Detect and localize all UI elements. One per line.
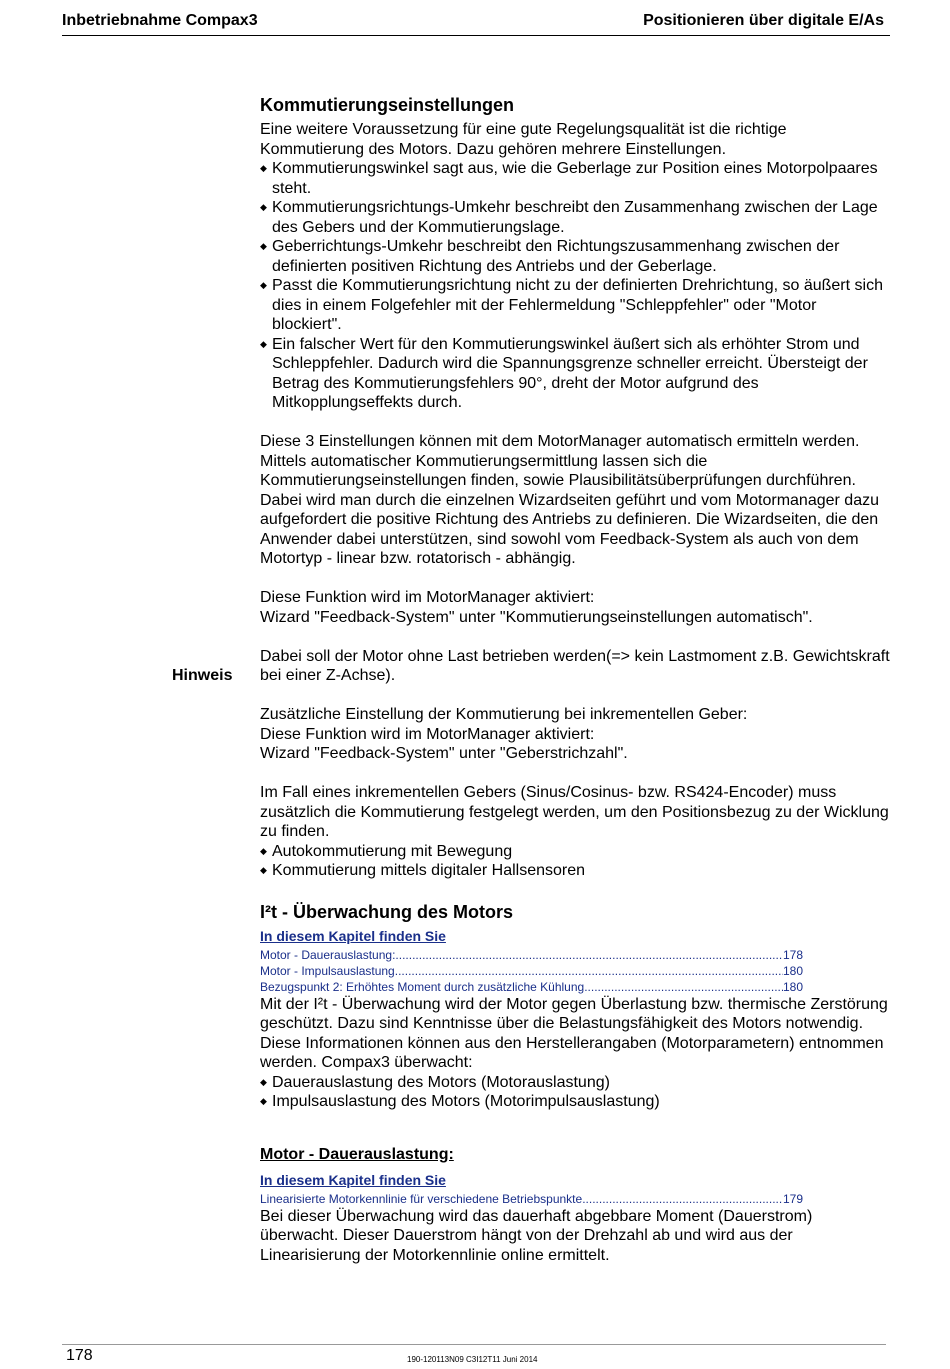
toc-heading-link[interactable]: In diesem Kapitel finden Sie	[260, 927, 446, 944]
section-i2t	[260, 901, 890, 1112]
list-item: ◆ Kommutierungswinkel sagt aus, wie die Geberlage zur Position eines Motorpolpaares steht.	[260, 159, 890, 198]
list-item: ◆ Impulsauslastung des Motors (Motorimpulsauslastung)	[260, 1092, 890, 1112]
section-title: Kommutierungseinstellungen	[260, 95, 515, 115]
paragraph: Diese 3 Einstellungen können mit dem MotorManager automatisch ermitteln werden.	[260, 433, 860, 450]
toc-entry-link[interactable]	[260, 1191, 803, 1207]
paragraph: Diese Funktion wird im MotorManager aktiviert:	[260, 725, 595, 743]
paragraph: Wizard "Feedback-System" unter "Kommutierungseinstellungen automatisch".	[260, 608, 813, 626]
toc-heading-link[interactable]: In diesem Kapitel finden Sie	[260, 1171, 446, 1188]
toc-entry-text: Linearisierte Motorkennlinie für verschiedene Betriebspunkte	[260, 1191, 583, 1206]
paragraph: Eine weitere Voraussetzung für eine gute Regelungsqualität ist die richtige Kommutierung des Motors. Dazu gehören mehrere Einstellungen.	[260, 121, 787, 158]
list-item: ◆ Geberrichtungs-Umkehr beschreibt den Richtungszusammenhang zwischen der definierten positiven Richtung des Antriebs und der Geberlage.	[260, 237, 890, 276]
toc-entry-link[interactable]	[260, 979, 803, 995]
toc-entry-page: 180	[782, 963, 803, 978]
paragraph: Bei dieser Überwachung wird das dauerhaft abgebbare Moment (Dauerstrom) überwacht. Dieser Dauerstrom hängt von der Drehzahl ab und wird aus der Linearisierung der Motorkennlinie online ermittelt.	[260, 1207, 813, 1264]
toc-entry-link[interactable]	[260, 947, 803, 963]
toc-entry-page: 180	[782, 979, 803, 994]
toc-entry-text: Motor - Dauerauslastung:	[260, 947, 396, 962]
paragraph: Im Fall eines inkrementellen Gebers (Sinus/Cosinus- bzw. RS424-Encoder) muss zusätzlich die Kommutierung festgelegt werden, um den Positionsbezug zu der Wicklung zu finden.	[260, 784, 889, 840]
paragraph: Mit der I²t - Überwachung wird der Motor gegen Überlastung bzw. thermische Zerstörung geschützt. Dazu sind Kenntnisse über die Belastungsfähigkeit des Motors notwendig. Diese Informationen können aus den Herstellerangaben (Motorparametern) entnommen werden. Compax3 überwacht:	[260, 995, 888, 1071]
toc-entry-text: Motor - Impulsauslastung	[260, 963, 395, 978]
section-title: Motor - Dauerauslastung:	[260, 1145, 454, 1163]
bullet-list	[260, 1073, 890, 1112]
page-number: 178	[66, 1347, 93, 1364]
section-kommutierung	[260, 94, 890, 881]
bullet-list	[260, 842, 890, 881]
document-id: 190-120113N09 C3I12T11 Juni 2014	[407, 1355, 538, 1364]
paragraph: Mittels automatischer Kommutierungsermittlung lassen sich die Kommutierungseinstellungen finden, sowie Plausibilitätsüberprüfungen durchführen. Dabei wird man durch die einzelnen Wizardseiten geführt und vom Motormanager dazu aufgefordert die positive Richtung des Antriebs zu definieren. Die Wizardseiten, die den Anwender dabei unterstützen, sind sowohl vom Feedback-System als auch von dem Motortyp - linear bzw. rotatorisch - abhängig.	[260, 452, 879, 567]
list-item: ◆ Kommutierungsrichtungs-Umkehr beschreibt den Zusammenhang zwischen der Lage des Gebers und der Kommutierungslage.	[260, 198, 890, 237]
section-dauerauslastung	[260, 1145, 890, 1266]
toc-entry-page: 179	[782, 1191, 803, 1206]
list-item: ◆ Kommutierung mittels digitaler Hallsensoren	[260, 861, 890, 881]
section-title: I²t - Überwachung des Motors	[260, 901, 514, 922]
list-item: ◆ Autokommutierung mit Bewegung	[260, 842, 890, 862]
note-label: Hinweis	[172, 667, 233, 684]
paragraph: Wizard "Feedback-System" unter "Geberstrichzahl".	[260, 745, 628, 762]
toc-entry-link[interactable]	[260, 963, 803, 979]
paragraph: Zusätzliche Einstellung der Kommutierung bei inkrementellen Geber:	[260, 706, 748, 723]
header-title-left: Inbetriebnahme Compax3	[62, 12, 258, 29]
list-item: ◆ Passt die Kommutierungsrichtung nicht zu der definierten Drehrichtung, so äußert sich dies in einem Folgefehler mit der Fehlermeldung "Schleppfehler" oder "Motor blockiert".	[260, 276, 890, 335]
bullet-list	[260, 159, 890, 413]
page-footer	[62, 1344, 886, 1369]
main-content	[260, 94, 890, 1265]
toc-entry-page: 178	[782, 947, 803, 962]
note-text: Dabei soll der Motor ohne Last betrieben werden(=> kein Lastmoment z.B. Gewichtskraft bei einer Z-Achse).	[260, 647, 890, 684]
list-item: ◆ Dauerauslastung des Motors (Motorauslastung)	[260, 1073, 890, 1093]
toc-entry-text: Bezugspunkt 2: Erhöhtes Moment durch zusätzliche Kühlung	[260, 979, 585, 994]
header-title-right: Positionieren über digitale E/As	[643, 12, 884, 29]
paragraph: Diese Funktion wird im MotorManager aktiviert:	[260, 589, 595, 606]
page-header	[62, 9, 890, 36]
list-item: ◆ Ein falscher Wert für den Kommutierungswinkel äußert sich als erhöhter Strom und Schleppfehler. Dadurch wird die Spannungsgrenze schneller erreicht. Übersteigt der Betrag des Kommutierungsfehlers 90°, dreht der Motor aufgrund des Mitkopplungseffekts durch.	[260, 335, 890, 413]
